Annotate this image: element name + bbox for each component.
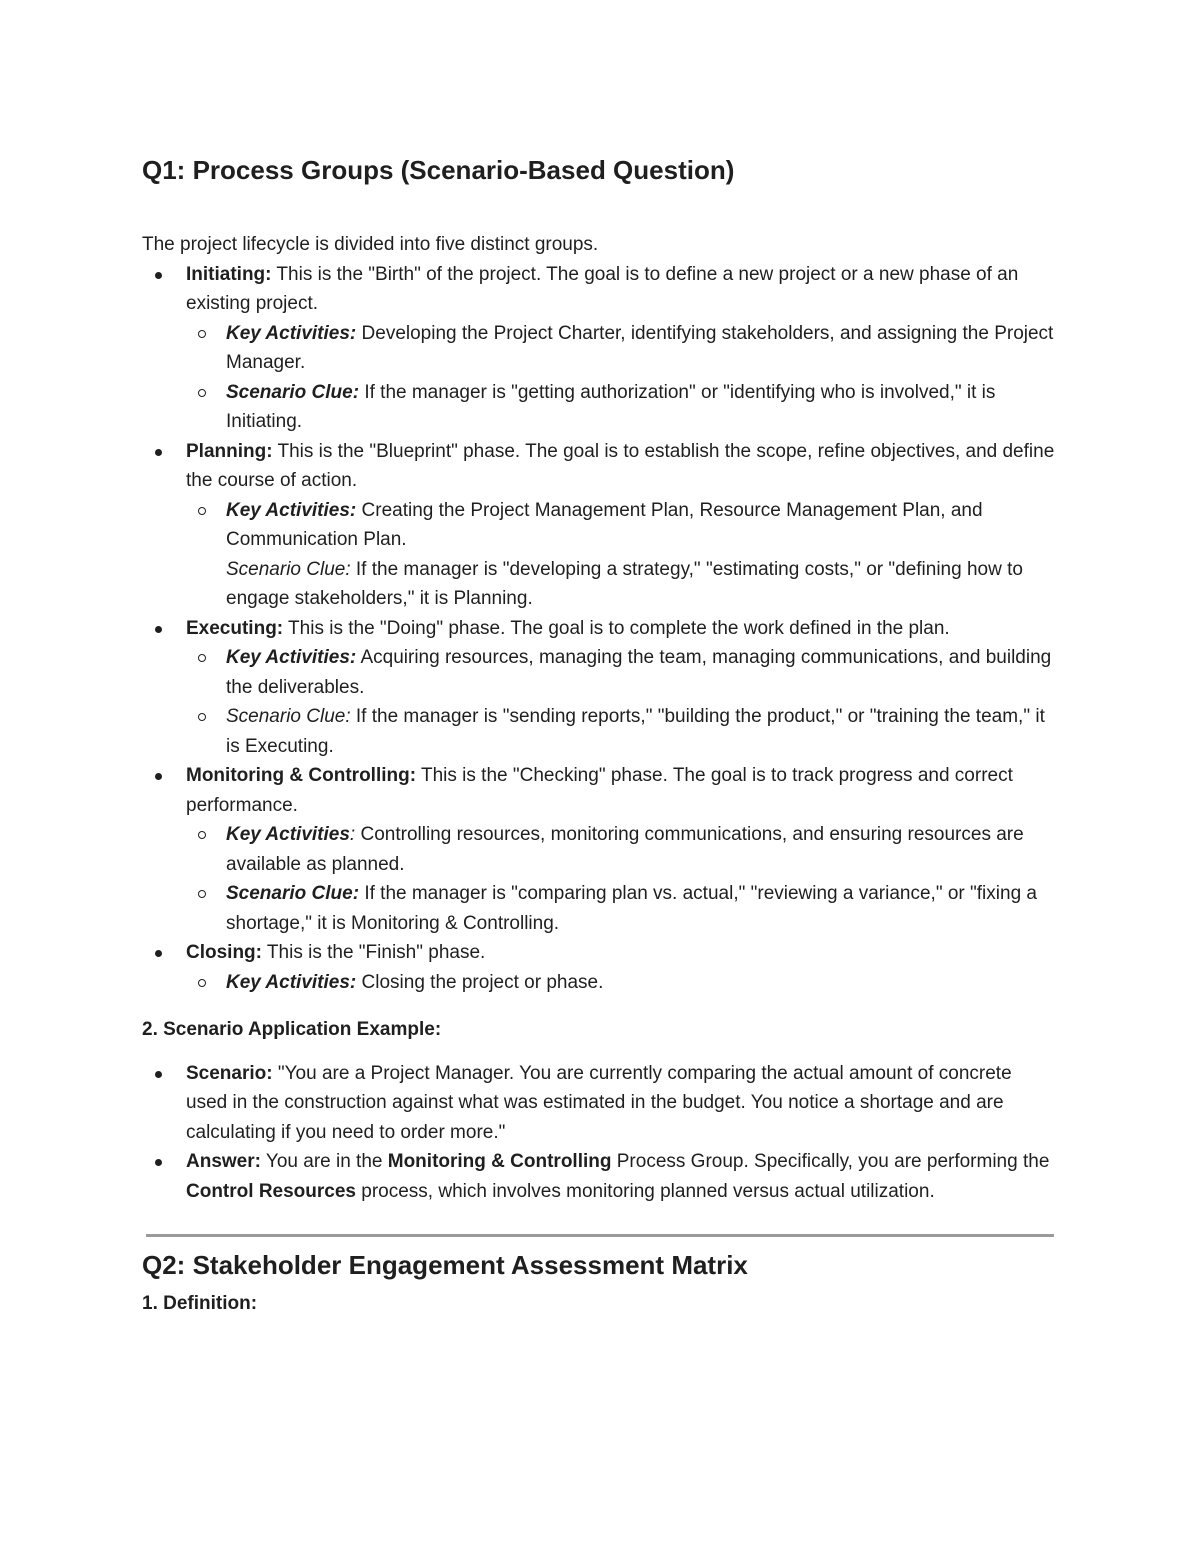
sub-list bbox=[186, 319, 1058, 437]
document-page bbox=[142, 152, 1058, 1333]
key-activities-label: Key Activities: bbox=[226, 647, 357, 668]
q1-intro: The project lifecycle is divided into five distinct groups. bbox=[142, 234, 599, 255]
list-item-executing bbox=[142, 614, 1058, 762]
answer-label: Answer: bbox=[186, 1151, 261, 1172]
sub-item-key-activities bbox=[186, 496, 1058, 614]
sub-item-key-activities bbox=[186, 968, 1058, 998]
group-label: Planning: bbox=[186, 440, 273, 462]
q2-title: Q2: Stakeholder Engagement Assessment Matrix bbox=[142, 1250, 748, 1280]
definition-heading: 1. Definition: bbox=[142, 1293, 258, 1314]
group-text: This is the "Doing" phase. The goal is to complete the work defined in the plan. bbox=[283, 617, 950, 639]
group-text: This is the "Finish" phase. bbox=[262, 942, 486, 963]
group-label: Monitoring & Controlling: bbox=[186, 765, 417, 786]
scenario-clue-label: Scenario Clue: bbox=[226, 706, 351, 727]
group-label: Closing: bbox=[186, 942, 262, 963]
group-label: Initiating: bbox=[186, 263, 272, 285]
sub-item-scenario-clue bbox=[186, 378, 1058, 437]
list-item-answer bbox=[142, 1147, 1058, 1206]
key-activities-text: Acquiring resources, managing the team, managing communications, and building the deliverables. bbox=[226, 647, 1052, 698]
list-item-closing bbox=[142, 938, 1058, 997]
sub-item-key-activities bbox=[186, 820, 1058, 879]
key-activities-label: Key Activities bbox=[226, 824, 350, 845]
key-activities-colon: : bbox=[349, 824, 356, 845]
list-item-planning bbox=[142, 437, 1058, 614]
list-item-scenario bbox=[142, 1059, 1058, 1148]
sub-item-scenario-clue bbox=[186, 702, 1058, 761]
group-label: Executing: bbox=[186, 617, 284, 639]
scenario-clue-label: Scenario Clue: bbox=[226, 381, 360, 403]
answer-bold: Control Resources bbox=[186, 1180, 356, 1202]
sub-list bbox=[186, 643, 1058, 761]
answer-text: process, which involves monitoring planned versus actual utilization. bbox=[355, 1180, 935, 1202]
key-activities-text: Closing the project or phase. bbox=[356, 971, 604, 993]
scenario-clue-text: If the manager is "developing a strategy," "estimating costs," or "defining how to engage stakeholders," it is Planning. bbox=[226, 558, 1023, 609]
list-item-initiating bbox=[142, 260, 1058, 437]
key-activities-label: Key Activities: bbox=[226, 322, 357, 344]
key-activities-text: Developing the Project Charter, identifying stakeholders, and assigning the Project Manager. bbox=[226, 322, 1054, 373]
example-list bbox=[142, 1059, 1058, 1207]
list-item-monitoring-controlling bbox=[142, 761, 1058, 938]
group-text: This is the "Birth" of the project. The goal is to define a new project or a new phase of an existing project. bbox=[186, 263, 1019, 314]
scenario-label: Scenario: bbox=[186, 1062, 273, 1084]
key-activities-text: Controlling resources, monitoring communications, and ensuring resources are available as planned. bbox=[226, 824, 1024, 875]
group-text: This is the "Blueprint" phase. The goal is to establish the scope, refine objectives, and define the course of action. bbox=[186, 440, 1055, 491]
answer-bold: Monitoring & Controlling bbox=[387, 1151, 612, 1172]
scenario-clue-text: If the manager is "comparing plan vs. actual," "reviewing a variance," or "fixing a shortage," it is Monitoring & Controlling. bbox=[226, 883, 1037, 934]
example-heading: 2. Scenario Application Example: bbox=[142, 1019, 442, 1040]
scenario-clue-line bbox=[226, 555, 1058, 614]
answer-text: Process Group. Specifically, you are performing the bbox=[611, 1151, 1050, 1172]
sub-item-key-activities bbox=[186, 643, 1058, 702]
key-activities-label: Key Activities: bbox=[226, 499, 357, 521]
group-text: This is the "Checking" phase. The goal is to track progress and correct performance. bbox=[186, 765, 1013, 816]
scenario-clue-text: If the manager is "getting authorization" or "identifying who is involved," it is Initiating. bbox=[226, 381, 996, 432]
sub-list bbox=[186, 496, 1058, 614]
key-activities-label: Key Activities: bbox=[226, 971, 357, 993]
q1-title: Q1: Process Groups (Scenario-Based Question) bbox=[142, 155, 735, 185]
sub-list bbox=[186, 820, 1058, 938]
scenario-clue-label: Scenario Clue: bbox=[226, 883, 360, 904]
process-group-list bbox=[142, 260, 1058, 998]
sub-item-scenario-clue bbox=[186, 879, 1058, 938]
answer-text: You are in the bbox=[260, 1151, 388, 1172]
sub-list bbox=[186, 968, 1058, 998]
scenario-clue-text: If the manager is "sending reports," "building the product," or "training the team," it is Executing. bbox=[226, 706, 1045, 757]
scenario-clue-label: Scenario Clue: bbox=[226, 558, 351, 580]
section-divider bbox=[146, 1234, 1054, 1237]
sub-item-key-activities bbox=[186, 319, 1058, 378]
key-activities-text: Creating the Project Management Plan, Resource Management Plan, and Communication Plan. bbox=[226, 499, 983, 550]
scenario-text: "You are a Project Manager. You are currently comparing the actual amount of concrete used in the construction against what was estimated in the budget. You notice a shortage and are calculating if you need to order more." bbox=[186, 1062, 1012, 1143]
